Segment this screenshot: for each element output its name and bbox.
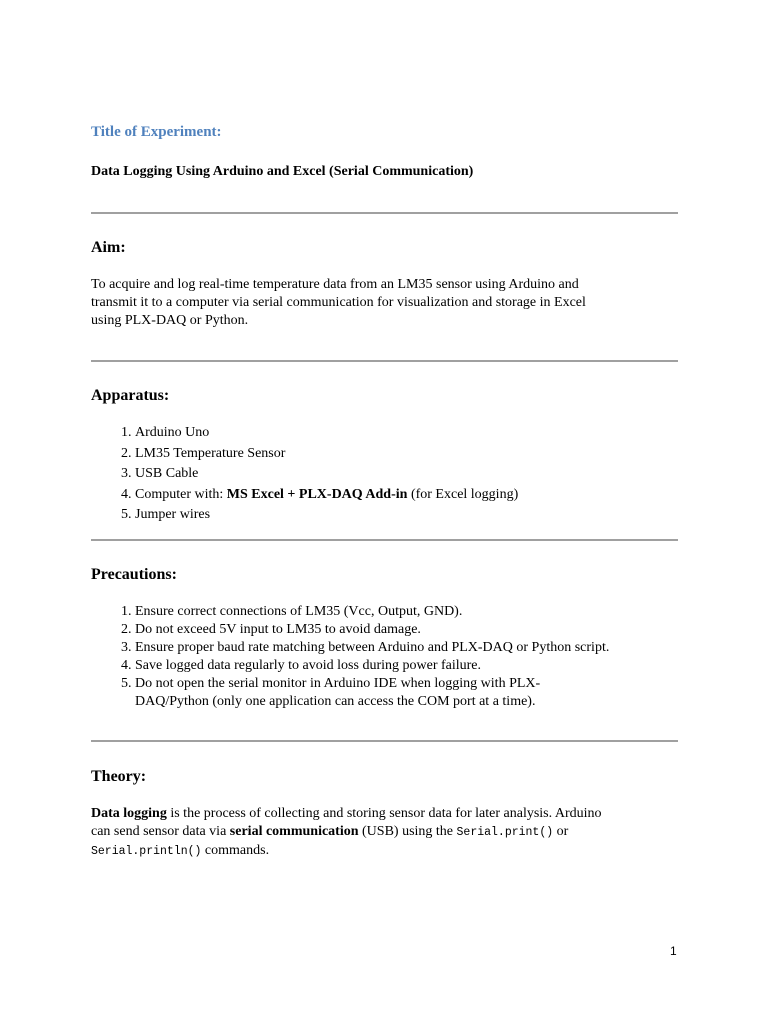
page-number: 1 — [670, 944, 677, 958]
theory-heading: Theory: — [91, 768, 147, 785]
code-serial-println: Serial.println() — [91, 845, 202, 858]
theory-text-run: is the process of collecting and storing sensor data for later analysis. Arduino — [166, 806, 602, 821]
list-item — [135, 639, 695, 657]
divider — [91, 740, 678, 742]
list-item — [135, 506, 695, 524]
precaution-item: Ensure correct connections of LM35 (Vcc, Output, GND). — [135, 604, 463, 619]
experiment-title-label: Title of Experiment: — [91, 124, 222, 140]
experiment-title: Data Logging Using Arduino and Excel (Serial Communication) — [91, 164, 474, 179]
apparatus-heading: Apparatus: — [91, 387, 170, 404]
apparatus-item-bold: MS Excel + PLX-DAQ Add-in — [226, 486, 408, 502]
list-item — [135, 424, 695, 442]
precaution-item: Do not exceed 5V input to LM35 to avoid damage. — [135, 622, 421, 637]
apparatus-item: USB Cable — [135, 466, 199, 481]
precautions-list — [91, 603, 695, 711]
theory-bold: Data logging — [91, 806, 167, 821]
list-item — [135, 465, 695, 483]
precaution-item-line: DAQ/Python (only one application can access the COM port at a time). — [135, 694, 536, 709]
theory-text-run: can send sensor data via — [91, 824, 230, 839]
precaution-item: Ensure proper baud rate matching between Arduino and PLX-DAQ or Python script. — [135, 640, 610, 655]
aim-line: transmit it to a computer via serial communication for visualization and storage in Excel — [91, 295, 586, 310]
divider — [91, 212, 678, 214]
theory-text — [91, 805, 671, 861]
code-serial-print: Serial.print() — [456, 826, 554, 839]
apparatus-item-text: (for Excel logging) — [407, 486, 519, 502]
theory-text-run: (USB) using the — [358, 824, 457, 839]
list-item — [135, 657, 695, 675]
divider — [91, 360, 678, 362]
apparatus-item: Arduino Uno — [135, 425, 210, 440]
list-item — [135, 445, 695, 463]
theory-text-run: commands. — [201, 843, 270, 858]
aim-line: using PLX-DAQ or Python. — [91, 313, 249, 328]
apparatus-item: LM35 Temperature Sensor — [135, 445, 286, 461]
list-item — [135, 675, 695, 711]
apparatus-item-text: Computer with: — [135, 486, 227, 502]
apparatus-list — [91, 424, 695, 527]
aim-text — [91, 276, 671, 330]
precaution-item: Save logged data regularly to avoid loss during power failure. — [135, 658, 482, 673]
precaution-item-line: Do not open the serial monitor in Arduino IDE when logging with PLX- — [135, 676, 541, 691]
list-item — [135, 621, 695, 639]
divider — [91, 539, 678, 541]
apparatus-item: Jumper wires — [135, 507, 211, 522]
aim-line: To acquire and log real-time temperature data from an LM35 sensor using Arduino and — [91, 277, 579, 292]
theory-bold: serial communication — [229, 824, 359, 839]
precautions-heading: Precautions: — [91, 566, 177, 583]
list-item — [135, 486, 695, 504]
list-item — [135, 603, 695, 621]
aim-heading: Aim: — [91, 239, 126, 256]
theory-text-run: or — [553, 824, 569, 839]
